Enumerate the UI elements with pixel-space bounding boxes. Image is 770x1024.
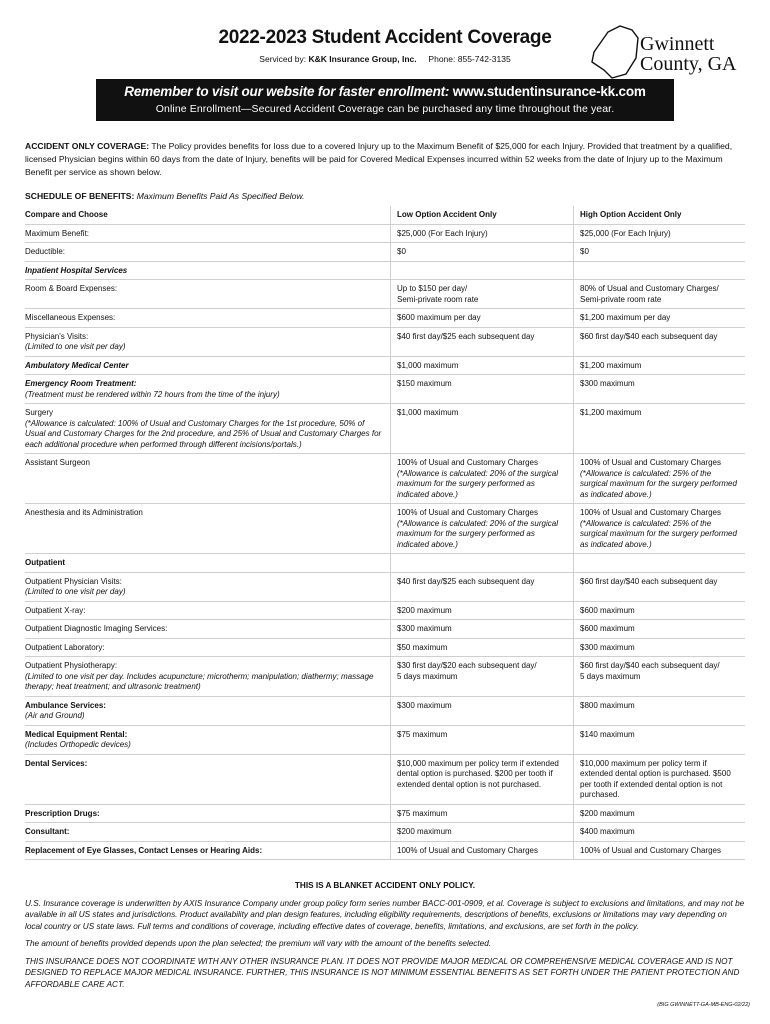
high-option-value: $1,200 maximum per day — [580, 313, 671, 322]
low-option-cell — [390, 602, 573, 620]
benefit-label-cell — [25, 243, 390, 261]
low-option-note: (*Allowance is calculated: 20% of the surgical maximum for the surgery performed as indicated above.) — [397, 468, 558, 499]
form-code: (BIG GWINNETT-GA-MB-ENG-02/22) — [657, 1002, 750, 1008]
table-row — [25, 842, 745, 861]
high-option-cell — [573, 697, 745, 725]
schedule-label: SCHEDULE OF BENEFITS: — [25, 191, 135, 201]
benefit-label-cell — [25, 657, 390, 696]
high-option-cell — [573, 504, 745, 553]
low-option-value: $300 maximum — [397, 700, 452, 710]
serviced-company: K&K Insurance Group, Inc. — [308, 54, 417, 64]
high-option-cell — [573, 243, 745, 261]
benefit-label: Surgery — [25, 408, 54, 417]
table-row — [25, 262, 745, 281]
low-option-value: $50 maximum — [397, 642, 448, 652]
benefit-note: (Limited to one visit per day) — [25, 587, 126, 596]
table-row — [25, 280, 745, 309]
low-option-value: 100% of Usual and Customary Charges — [397, 458, 538, 467]
high-option-cell — [573, 262, 745, 280]
blanket-policy-notice: THIS IS A BLANKET ACCIDENT ONLY POLICY. — [294, 881, 476, 890]
benefit-label-cell — [25, 755, 390, 804]
benefit-label-cell — [25, 823, 390, 841]
table-row — [25, 504, 745, 554]
county-logo-text — [640, 34, 736, 74]
benefit-label-cell — [25, 620, 390, 638]
benefit-label-cell — [25, 280, 390, 308]
table-row — [25, 357, 745, 376]
table-header-row — [25, 206, 745, 225]
benefit-note: (*Allowance is calculated: 100% of Usual and Customary Charges for the 1st procedure, 50% of Usual and Customary Charges for the 2nd procedure, and 25% of Usual and Customary Charges for each additional procedure when performed through different incisions/portals.) — [25, 418, 382, 449]
low-option-value: $1,000 maximum — [397, 408, 459, 417]
header-high-option: High Option Accident Only — [573, 206, 745, 224]
benefit-label: Outpatient Laboratory: — [25, 642, 105, 652]
benefit-label-cell — [25, 602, 390, 620]
high-option-cell — [573, 404, 745, 453]
low-option-cell — [390, 280, 573, 308]
document-title: 2022-2023 Student Accident Coverage — [218, 27, 552, 48]
low-option-cell — [390, 262, 573, 280]
benefits-table — [25, 206, 745, 860]
high-option-cell — [573, 309, 745, 327]
benefit-note: (Includes Orthopedic devices) — [25, 740, 131, 749]
benefit-label: Physician's Visits: — [25, 331, 89, 341]
high-option-value: $600 maximum — [580, 605, 635, 615]
high-option-cell — [573, 755, 745, 804]
table-row — [25, 697, 745, 726]
coverage-intro-label: ACCIDENT ONLY COVERAGE: — [25, 141, 150, 151]
table-row — [25, 554, 745, 573]
benefit-label: Maximum Benefit: — [25, 228, 90, 238]
table-row — [25, 805, 745, 824]
benefit-note: (Treatment must be rendered within 72 hours from the time of the injury) — [25, 389, 280, 399]
low-option-cell — [390, 755, 573, 804]
high-option-value: 100% of Usual and Customary Charges — [580, 508, 721, 517]
low-option-cell — [390, 805, 573, 823]
banner-enrollment-note: Online Enrollment—Secured Accident Coverage can be purchased any time throughout the year. — [155, 103, 615, 115]
benefit-label-cell — [25, 726, 390, 754]
low-option-cell — [390, 823, 573, 841]
low-option-cell — [390, 375, 573, 403]
high-option-value: 80% of Usual and Customary Charges/ Semi-private room rate — [580, 284, 719, 304]
table-row — [25, 726, 745, 755]
low-option-cell — [390, 697, 573, 725]
header-low-option: Low Option Accident Only — [390, 206, 573, 224]
benefit-label-cell — [25, 697, 390, 725]
benefit-label: Outpatient Physician Visits: — [25, 576, 122, 586]
low-option-value: $200 maximum — [397, 605, 452, 615]
benefit-label: Miscellaneous Expenses: — [25, 313, 116, 322]
low-option-cell — [390, 620, 573, 638]
high-option-value: $0 — [580, 247, 589, 256]
high-option-value: $300 maximum — [580, 379, 635, 388]
benefit-label-cell — [25, 454, 390, 503]
low-option-value: $75 maximum — [397, 808, 448, 818]
high-option-cell — [573, 280, 745, 308]
serviced-label: Serviced by: — [259, 54, 307, 64]
high-option-cell — [573, 225, 745, 243]
benefit-label: Dental Services: — [25, 758, 88, 768]
benefit-label-cell — [25, 805, 390, 823]
low-option-value: $25,000 (For Each Injury) — [397, 228, 488, 238]
high-option-cell — [573, 805, 745, 823]
low-option-cell — [390, 454, 573, 503]
table-row — [25, 573, 745, 602]
high-option-cell — [573, 375, 745, 403]
table-row — [25, 755, 745, 805]
high-option-value: $10,000 maximum per policy term if extended dental option is purchased. $500 per tooth if extended dental option is not purchased. — [580, 758, 731, 799]
policy-footer — [25, 880, 745, 996]
table-row — [25, 454, 745, 504]
website-link[interactable]: www.studentinsurance-kk.com — [452, 84, 646, 99]
document-header — [0, 0, 770, 80]
benefit-label: Inpatient Hospital Services — [25, 265, 128, 275]
high-option-value: $60 first day/$40 each subsequent day/ 5 days maximum — [580, 661, 720, 681]
table-row — [25, 639, 745, 658]
low-option-value: $300 maximum — [397, 624, 452, 633]
low-option-cell — [390, 504, 573, 553]
benefit-label: Medical Equipment Rental: — [25, 729, 128, 739]
high-option-value: $600 maximum — [580, 624, 635, 633]
high-option-cell — [573, 602, 745, 620]
benefit-label: Consultant: — [25, 827, 70, 836]
benefit-label: Outpatient — [25, 558, 65, 567]
table-row — [25, 309, 745, 328]
benefit-label: Ambulatory Medical Center — [25, 360, 129, 370]
table-row — [25, 602, 745, 621]
benefit-label-cell — [25, 842, 390, 860]
benefit-label: Room & Board Expenses: — [25, 284, 118, 293]
logo-line-1: Gwinnett — [640, 33, 715, 55]
benefits-amount-note: The amount of benefits provided depends upon the plan selected; the premium will vary with the amount of the benefits selected. — [25, 939, 492, 948]
table-row — [25, 375, 745, 404]
low-option-value: 100% of Usual and Customary Charges — [397, 508, 538, 517]
benefit-label: Outpatient X-ray: — [25, 605, 86, 615]
high-option-value: $300 maximum — [580, 642, 635, 652]
benefit-label-cell — [25, 262, 390, 280]
benefit-note: (Air and Ground) — [25, 711, 85, 720]
high-option-cell — [573, 657, 745, 696]
high-option-value: $25,000 (For Each Injury) — [580, 228, 671, 238]
low-option-cell — [390, 243, 573, 261]
logo-line-2: County, GA — [640, 53, 737, 75]
high-option-value: $140 maximum — [580, 729, 635, 739]
high-option-value: $1,200 maximum — [580, 360, 642, 370]
banner-reminder — [96, 84, 674, 99]
low-option-value: Up to $150 per day/ Semi-private room rate — [397, 284, 479, 304]
benefit-label-cell — [25, 554, 390, 572]
high-option-value: $400 maximum — [580, 827, 635, 836]
low-option-value: $40 first day/$25 each subsequent day — [397, 331, 535, 341]
low-option-cell — [390, 309, 573, 327]
schedule-heading — [25, 191, 305, 201]
low-option-cell — [390, 328, 573, 356]
benefit-label: Assistant Surgeon — [25, 458, 90, 467]
benefit-label-cell — [25, 328, 390, 356]
low-option-value: $75 maximum — [397, 729, 448, 739]
high-option-value: 100% of Usual and Customary Charges — [580, 845, 721, 855]
low-option-cell — [390, 225, 573, 243]
benefit-label: Deductible: — [25, 247, 66, 256]
low-option-cell — [390, 657, 573, 696]
low-option-value: 100% of Usual and Customary Charges — [397, 845, 538, 855]
high-option-value: $800 maximum — [580, 700, 635, 710]
benefit-label: Emergency Room Treatment: — [25, 379, 137, 388]
phone-label: Phone: — [428, 54, 456, 64]
high-option-cell — [573, 620, 745, 638]
coverage-intro-text: The Policy provides benefits for loss due to a covered Injury up to the Maximum Benefit of $25,000 for each Injury. Provided that treatment by a qualified, licensed Physician begins within 60 days from the date of Injury, benefits will be paid for Covered Medical Expenses incurred within 52 weeks from the date of Injury up to the Maximum Benefit per service as shown below. — [25, 141, 733, 177]
high-option-value: $60 first day/$40 each subsequent day — [580, 331, 718, 341]
low-option-value: $150 maximum — [397, 379, 452, 388]
table-row — [25, 225, 745, 244]
table-row — [25, 657, 745, 697]
benefit-label: Anesthesia and its Administration — [25, 508, 143, 517]
table-row — [25, 404, 745, 454]
low-option-cell — [390, 842, 573, 860]
benefit-label-cell — [25, 504, 390, 553]
high-option-cell — [573, 328, 745, 356]
low-option-value: $1,000 maximum — [397, 360, 459, 370]
benefit-label-cell — [25, 404, 390, 453]
benefit-label: Prescription Drugs: — [25, 808, 100, 818]
benefit-label-cell — [25, 375, 390, 403]
low-option-value: $200 maximum — [397, 827, 452, 836]
high-option-value: $1,200 maximum — [580, 408, 642, 417]
high-option-value: $200 maximum — [580, 808, 635, 818]
high-option-cell — [573, 554, 745, 572]
coverage-intro — [25, 140, 745, 179]
benefit-label-cell — [25, 225, 390, 243]
benefit-label: Outpatient Physiotherapy: — [25, 661, 118, 670]
benefit-label: Replacement of Eye Glasses, Contact Lenses or Hearing Aids: — [25, 845, 263, 855]
enrollment-banner — [96, 79, 674, 121]
high-option-note: (*Allowance is calculated: 25% of the surgical maximum for the surgery performed as indicated above.) — [580, 468, 737, 499]
low-option-cell — [390, 554, 573, 572]
low-option-cell — [390, 357, 573, 375]
high-option-cell — [573, 573, 745, 601]
table-row — [25, 243, 745, 262]
header-compare: Compare and Choose — [25, 210, 108, 219]
high-option-cell — [573, 357, 745, 375]
benefit-label: Outpatient Diagnostic Imaging Services: — [25, 624, 168, 633]
high-option-value: $60 first day/$40 each subsequent day — [580, 576, 718, 586]
low-option-value: $600 maximum per day — [397, 313, 481, 322]
high-option-note: (*Allowance is calculated: 25% of the surgical maximum for the surgery performed as indicated above.) — [580, 518, 737, 549]
high-option-cell — [573, 823, 745, 841]
benefit-label-cell — [25, 357, 390, 375]
high-option-cell — [573, 639, 745, 657]
high-option-cell — [573, 454, 745, 503]
high-option-cell — [573, 726, 745, 754]
low-option-note: (*Allowance is calculated: 20% of the surgical maximum for the surgery performed as indicated above.) — [397, 518, 558, 549]
low-option-cell — [390, 573, 573, 601]
table-row — [25, 328, 745, 357]
underwriting-disclaimer: U.S. Insurance coverage is underwritten by AXIS Insurance Company under group policy form series number BACC-001-0909, et al. Coverage is subject to exclusions and limitations, and may not be available in all US states and jurisdictions. Product availability and plan design features, including eligibility requirements, descriptions of benefits, exclusions or limitations may vary depending on local country or US state laws. Full terms and conditions of coverage, including effective dates of coverage, benefits, limitations, and exclusions, are set forth in the policy. — [25, 898, 745, 931]
low-option-value: $0 — [397, 247, 406, 256]
low-option-cell — [390, 639, 573, 657]
schedule-text: Maximum Benefits Paid As Specified Below. — [136, 191, 305, 201]
low-option-value: $10,000 maximum per policy term if extended dental option is purchased. $200 per tooth if extended dental option is not purchased. — [397, 758, 559, 789]
low-option-cell — [390, 726, 573, 754]
low-option-cell — [390, 404, 573, 453]
benefit-label-cell — [25, 309, 390, 327]
phone-number: 855-742-3135 — [457, 54, 511, 64]
table-row — [25, 620, 745, 639]
benefit-note: (Limited to one visit per day. Includes acupuncture; microtherm; manipulation; diathermy; massage therapy; heat treatment; and ultrasonic treatment) — [25, 671, 374, 691]
benefit-label-cell — [25, 639, 390, 657]
benefit-label-cell — [25, 573, 390, 601]
coordination-disclaimer: THIS INSURANCE DOES NOT COORDINATE WITH ANY OTHER INSURANCE PLAN. IT DOES NOT PROVIDE MAJOR MEDICAL OR COMPREHENSIVE MEDICAL COVERAGE AND IS NOT DESIGNED TO REPLACE MAJOR MEDICAL INSURANCE. FURTHER, THIS INSURANCE IS NOT MINIMUM ESSENTIAL BENEFITS AS SET FORTH UNDER THE PATIENT PROTECTION AND AFFORDABLE CARE ACT. — [25, 956, 740, 989]
high-option-value: 100% of Usual and Customary Charges — [580, 458, 721, 467]
table-row — [25, 823, 745, 842]
low-option-value: $40 first day/$25 each subsequent day — [397, 576, 535, 586]
benefit-note: (Limited to one visit per day) — [25, 342, 126, 351]
low-option-value: $30 first day/$20 each subsequent day/ 5 days maximum — [397, 661, 537, 681]
banner-reminder-text: Remember to visit our website for faster enrollment: — [124, 84, 450, 99]
high-option-cell — [573, 842, 745, 860]
benefit-label: Ambulance Services: — [25, 700, 106, 710]
